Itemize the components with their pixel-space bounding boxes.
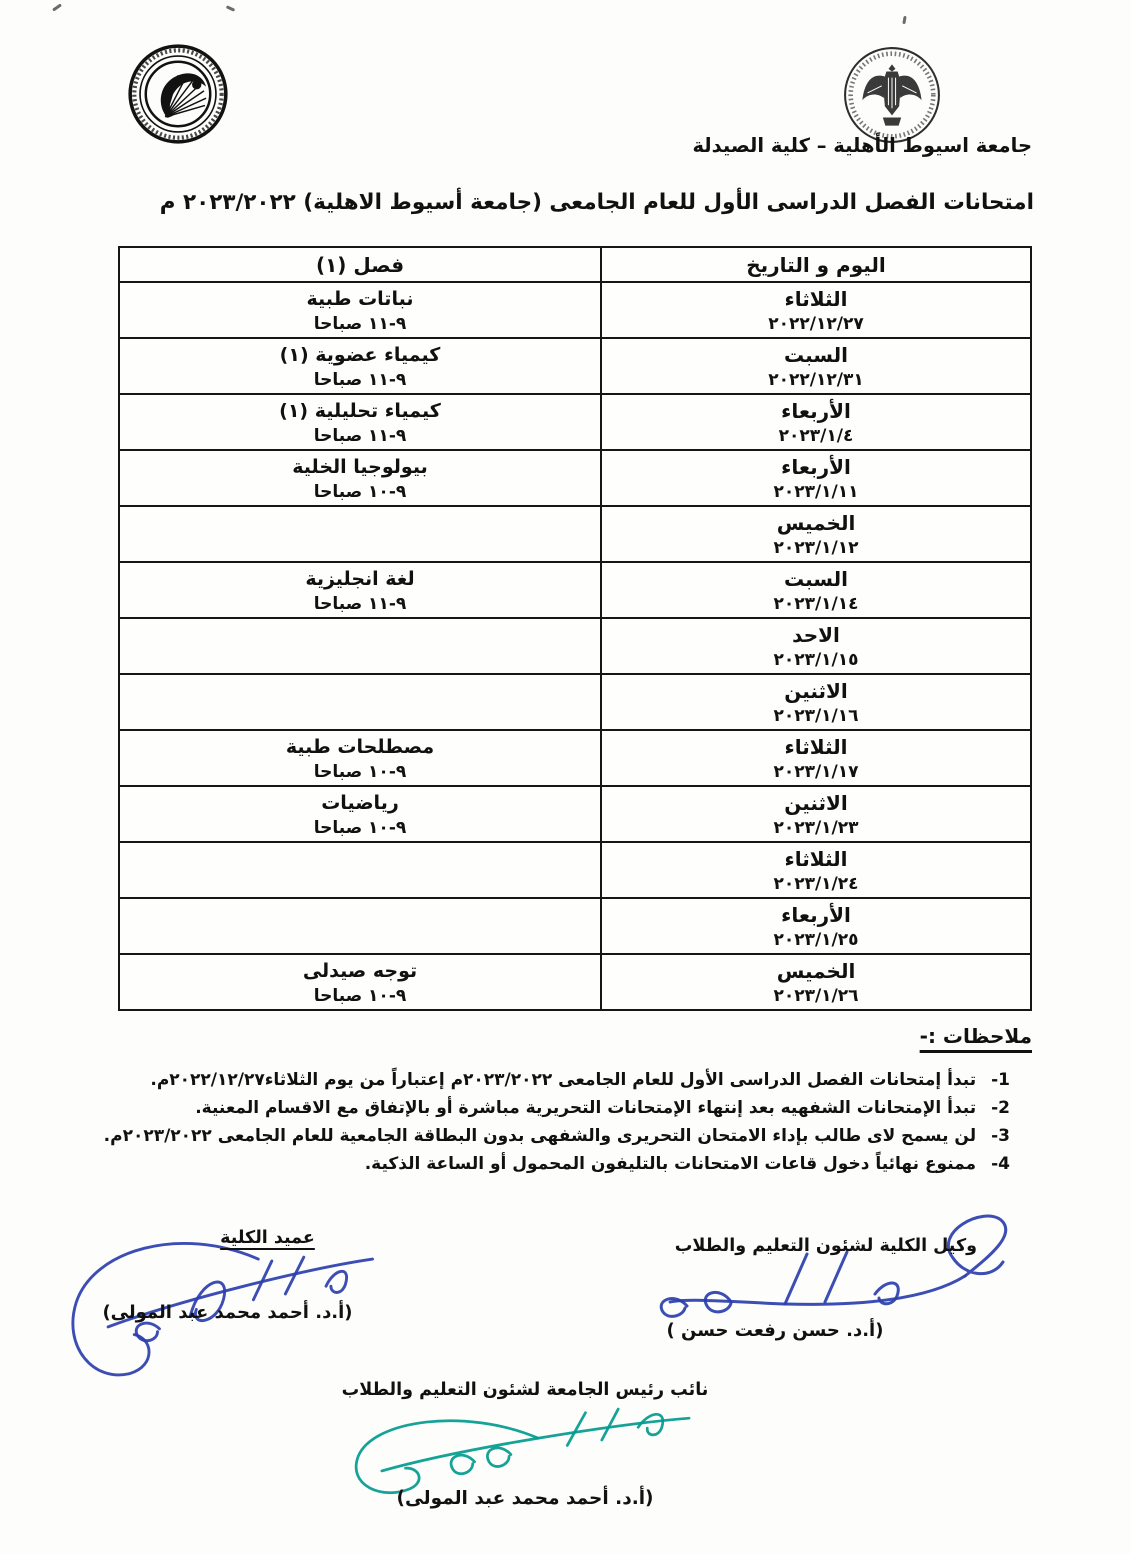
day-date-cell	[601, 786, 1031, 842]
table-row	[119, 954, 1031, 1010]
scan-artifact	[52, 3, 62, 11]
day-date-cell	[601, 450, 1031, 506]
subject-cell	[119, 338, 601, 394]
note-text: تبدأ الإمتحانات الشفهيه بعد إنتهاء الإمتحانات التحريرية مباشرة أو بالإتفاق مع الاقسام المعنية.	[195, 1098, 977, 1118]
day-date-cell	[601, 898, 1031, 954]
day-label: السبت	[783, 566, 849, 591]
table-row	[119, 618, 1031, 674]
date-label: ٢٠٢٣/١/٤	[778, 425, 854, 446]
university-seal-icon	[126, 42, 230, 146]
note-text: تبدأ إمتحانات الفصل الدراسى الأول للعام الجامعى ٢٠٢٣/٢٠٢٢م إعتباراً من يوم الثلاثاء٢٠٢٢/١٢/٢٧م.	[150, 1070, 977, 1090]
time-label: ٩-١١ صباحا	[313, 593, 407, 614]
note-item	[90, 1098, 1032, 1118]
subject-cell	[119, 506, 601, 562]
subject-cell	[119, 954, 601, 1010]
table-row	[119, 282, 1031, 338]
subject-cell	[119, 786, 601, 842]
date-label: ٢٠٢٣/١/٢٣	[773, 817, 859, 838]
date-label: ٢٠٢٢/١٢/٣١	[768, 369, 864, 390]
day-label: الثلاثاء	[784, 286, 848, 311]
table-row	[119, 730, 1031, 786]
signature-title: عميد الكلية	[220, 1228, 315, 1248]
notes-section	[90, 1024, 1032, 1182]
subject-cell	[119, 618, 601, 674]
day-date-cell	[601, 674, 1031, 730]
note-number: 4-	[991, 1154, 1010, 1174]
day-label: الخميس	[776, 958, 856, 983]
signature-block-dean	[90, 1222, 445, 1382]
date-label: ٢٠٢٣/١/٢٦	[773, 985, 859, 1006]
scan-artifact	[226, 5, 235, 12]
signature-block-vice-president	[295, 1380, 755, 1530]
day-label: الاحد	[792, 622, 840, 647]
day-label: الثلاثاء	[784, 734, 848, 759]
subject-cell	[119, 898, 601, 954]
date-label: ٢٠٢٢/١٢/٢٧	[768, 313, 864, 334]
day-date-cell	[601, 730, 1031, 786]
table-row	[119, 786, 1031, 842]
time-label: ٩-١٠ صباحا	[313, 817, 407, 838]
date-label: ٢٠٢٣/١/١٥	[773, 649, 859, 670]
day-label: الاثنين	[784, 678, 848, 703]
table-header-row	[119, 247, 1031, 282]
table-row	[119, 506, 1031, 562]
table-row	[119, 842, 1031, 898]
day-date-cell	[601, 954, 1031, 1010]
handwritten-signature-teal	[315, 1400, 725, 1500]
subject-label: كيمياء عضوية (١)	[279, 343, 441, 366]
egypt-eagle-seal-icon	[841, 44, 943, 146]
day-date-cell	[601, 618, 1031, 674]
date-label: ٢٠٢٣/١/٢٥	[773, 929, 859, 950]
date-label: ٢٠٢٣/١/١٧	[773, 761, 859, 782]
time-label: ٩-١١ صباحا	[313, 425, 407, 446]
subject-label: كيمياء تحليلية (١)	[279, 399, 441, 422]
table-row	[119, 338, 1031, 394]
table-row	[119, 898, 1031, 954]
subject-label: توجه صيدلى	[302, 959, 418, 982]
organization-line: جامعة اسيوط الأهلية – كلية الصيدلة	[692, 134, 1032, 157]
note-text: لن يسمح لاى طالب بإداء الامتحان التحريرى والشفهى بدون البطاقة الجامعية للعام الجامعى ٢٠٢٣/٢٠٢٢م.	[103, 1126, 977, 1146]
date-label: ٢٠٢٣/١/٢٤	[773, 873, 859, 894]
subject-label: بيولوجيا الخلية	[292, 455, 428, 478]
date-label: ٢٠٢٣/١/١٦	[773, 705, 859, 726]
signature-name: (أ.د. حسن رفعت حسن )	[666, 1320, 884, 1341]
table-row	[119, 394, 1031, 450]
notes-heading: ملاحظات :-	[919, 1024, 1032, 1048]
day-label: الأربعاء	[781, 902, 851, 927]
day-label: السبت	[783, 342, 849, 367]
subject-label: مصطلحات طبية	[285, 735, 435, 758]
date-label: ٢٠٢٣/١/١٤	[773, 593, 859, 614]
note-number: 1-	[991, 1070, 1010, 1090]
signature-block-vice-dean	[560, 1228, 1060, 1368]
day-date-cell	[601, 506, 1031, 562]
day-label: الثلاثاء	[784, 846, 848, 871]
time-label: ٩-١٠ صباحا	[313, 985, 407, 1006]
subject-cell	[119, 674, 601, 730]
document-title: امتحانات الفصل الدراسى الأول للعام الجامعى (جامعة أسيوط الاهلية) ٢٠٢٣/٢٠٢٢ م	[159, 190, 1034, 215]
time-label: ٩-١٠ صباحا	[313, 761, 407, 782]
time-label: ٩-١٠ صباحا	[313, 481, 407, 502]
day-date-cell	[601, 338, 1031, 394]
scan-artifact	[902, 16, 906, 24]
note-text: ممنوع نهائياً دخول قاعات الامتحانات بالتليفون المحمول أو الساعة الذكية.	[364, 1154, 977, 1174]
signature-name: (أ.د. أحمد محمد عبد المولى)	[396, 1488, 654, 1509]
day-label: الاثنين	[784, 790, 848, 815]
subject-cell	[119, 394, 601, 450]
table-row	[119, 562, 1031, 618]
day-label: الأربعاء	[781, 398, 851, 423]
subject-cell	[119, 282, 601, 338]
subject-cell	[119, 842, 601, 898]
subject-cell	[119, 730, 601, 786]
signature-title: وكيل الكلية لشئون التعليم والطلاب	[674, 1236, 977, 1256]
column-header-day-date: اليوم و التاريخ	[601, 247, 1031, 282]
signature-title: نائب رئيس الجامعة لشئون التعليم والطلاب	[341, 1380, 709, 1400]
table-row	[119, 674, 1031, 730]
day-date-cell	[601, 562, 1031, 618]
subject-label: لغة انجليزية	[305, 567, 415, 590]
note-item	[90, 1154, 1032, 1174]
day-date-cell	[601, 282, 1031, 338]
day-date-cell	[601, 842, 1031, 898]
subject-cell	[119, 562, 601, 618]
time-label: ٩-١١ صباحا	[313, 313, 407, 334]
signature-name: (أ.د. أحمد محمد عبد المولى)	[102, 1302, 353, 1323]
subject-label: نباتات طبية	[306, 287, 414, 310]
day-label: الأربعاء	[781, 454, 851, 479]
handwritten-signature-blue	[635, 1206, 1035, 1336]
note-item	[90, 1126, 1032, 1146]
table-row	[119, 450, 1031, 506]
subject-label: رياضيات	[321, 791, 399, 814]
exam-schedule-table	[118, 246, 1032, 1011]
subject-cell	[119, 450, 601, 506]
date-label: ٢٠٢٣/١/١٢	[773, 537, 859, 558]
column-header-class: فصل (١)	[119, 247, 601, 282]
note-number: 3-	[991, 1126, 1010, 1146]
note-number: 2-	[991, 1098, 1010, 1118]
date-label: ٢٠٢٣/١/١١	[773, 481, 859, 502]
time-label: ٩-١١ صباحا	[313, 369, 407, 390]
day-date-cell	[601, 394, 1031, 450]
note-item	[90, 1070, 1032, 1090]
day-label: الخميس	[776, 510, 856, 535]
